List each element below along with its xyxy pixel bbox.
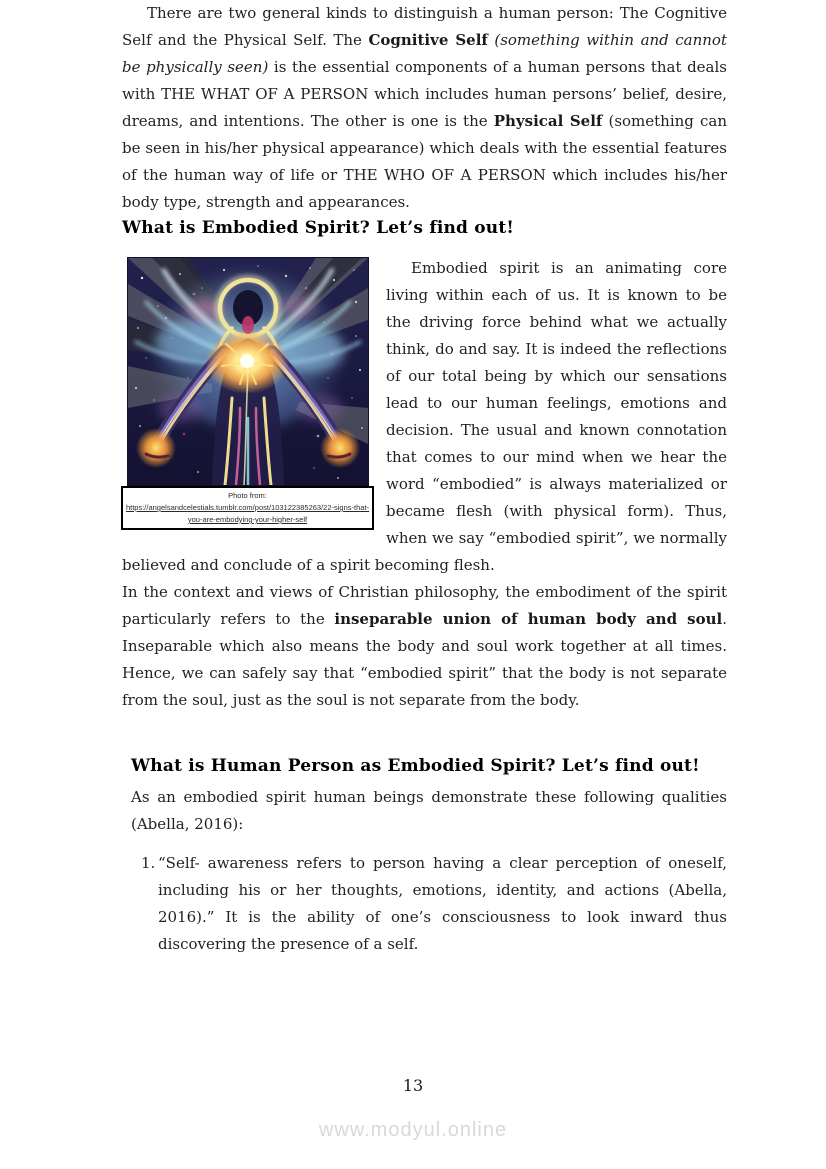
embodied-wrap-paragraph: Embodied spirit is an animating core living within each of us. It is known to be the driving force behind what we actually think, do and say. It is indeed the reflections of our total being by which our sensations lead to our human feelings, emotions and decision. The usual and known connotation that comes to our mind when we hear the word “embodied” is always materialized or became flesh (with physical form). Thus, when we say “embodied spirit”, we normally believed and conclude of a spirit becoming flesh.	[122, 259, 727, 574]
christian-philosophy-paragraph	[122, 579, 727, 714]
page-number: 13	[402, 1076, 424, 1095]
embodied-spirit-section	[122, 255, 727, 579]
embodied-spirit-heading: What is Embodied Spirit? Let’s find out!	[122, 218, 515, 238]
embodied-spirit-figure	[121, 257, 374, 530]
human-person-intro: As an embodied spirit human beings demonstrate these following qualities (Abella, 2016):	[131, 788, 727, 833]
intro-tail: (something can be seen in his/her physical appearance) which deals with the essential features of the human way of life or THE WHO OF A PERSON which includes his/her body type, strength and appearances.	[122, 112, 727, 211]
photo-source-link[interactable]: https://angelsandcelestials.tumblr.com/post/103122385263/22-signs-that-you-are-embodying-your-higher-self	[125, 503, 370, 524]
list-item	[131, 850, 727, 958]
christian-tail: . Inseparable which also means the body and soul work together at all times. Hence, we can safely say that “embodied spirit” that the body is not separate from the soul, just as the soul is not separate from the body.	[122, 610, 727, 709]
embodied-spirit-artwork	[127, 257, 369, 486]
cognitive-self-bold: Cognitive Self	[368, 31, 488, 49]
intro-paragraph	[122, 0, 727, 216]
physical-self-bold: Physical Self	[493, 112, 603, 130]
intro-middle: is the essential components of a human persons that deals with THE WHAT OF A PERSON which includes human persons’ belief, desire, dreams, and intentions. The other is one is the	[122, 58, 727, 130]
human-person-section	[122, 754, 727, 958]
intro-lead: There are two general kinds to distinguish a human person: The Cognitive Self and the Physical Self. The	[122, 4, 727, 49]
human-person-heading: What is Human Person as Embodied Spirit? Let’s find out!	[131, 756, 700, 776]
list-item-text: “Self- awareness refers to person having a clear perception of oneself, including his or her thoughts, emotions, identity, and actions (Abella, 2016).” It is the ability of one’s consciousness to look inward thus discovering the presence of a self.	[158, 854, 727, 953]
christian-lead: In the context and views of Christian philosophy, the embodiment of the spirit particularly refers to the	[122, 583, 727, 628]
list-item-number: 1.	[141, 854, 156, 872]
photo-caption-prefix: Photo from:	[228, 491, 267, 500]
page-content	[122, 0, 727, 958]
cognitive-self-italic: (something within and cannot be physically seen)	[122, 31, 727, 76]
inseparable-union-bold: inseparable union of human body and soul	[334, 610, 723, 628]
watermark: www.modyul.online	[318, 1119, 508, 1141]
photo-caption	[121, 486, 374, 530]
